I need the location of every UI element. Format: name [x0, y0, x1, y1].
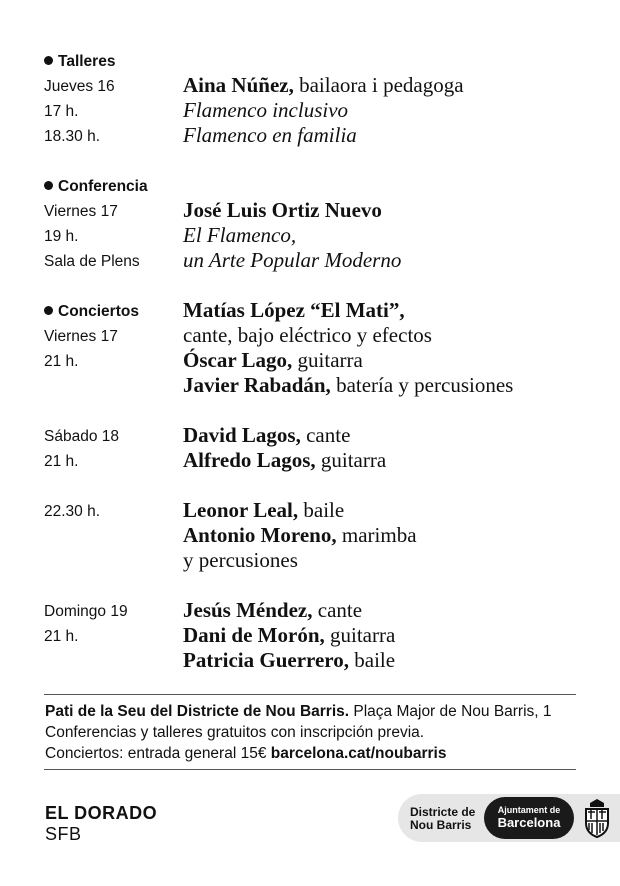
divider-top [44, 694, 576, 695]
talleres-time-2: 18.30 h. [44, 128, 101, 145]
conciertos-saturday-day: Sábado 18 [44, 428, 119, 445]
website-link[interactable]: barcelona.cat/noubarris [270, 745, 447, 762]
conciertos-friday-day: Viernes 17 [44, 328, 118, 345]
conferencia-time: 19 h. [44, 228, 79, 245]
conciertos-saturday-time-2: 22.30 h. [44, 503, 101, 520]
conciertos-heading: Conciertos [44, 303, 139, 321]
talleres-artist: Aina Núñez, bailaora i pedagoga [183, 73, 464, 97]
bullet-icon [44, 181, 53, 190]
talleres-title-1: Flamenco inclusivo [183, 98, 349, 122]
footer-line-3: Conciertos: entrada general 15€ barcelona.cat/noubarris [45, 745, 447, 762]
talleres-time-1: 17 h. [44, 103, 79, 120]
sunday-artist-3: Patricia Guerrero, baile [183, 648, 396, 672]
footer-venue: Pati de la Seu del Districte de Nou Barris. Plaça Major de Nou Barris, 1 [45, 703, 552, 720]
brand-sub: SFB [45, 824, 82, 844]
friday-artist-1-name: Matías López “El Mati”, [183, 298, 405, 322]
divider-bottom [44, 769, 576, 770]
conferencia-speaker: José Luis Ortiz Nuevo [183, 198, 382, 222]
conferencia-heading: Conferencia [44, 178, 148, 196]
conciertos-sunday-time: 21 h. [44, 628, 79, 645]
conciertos-friday-time: 21 h. [44, 353, 79, 370]
talleres-title-2: Flamenco en familia [183, 123, 357, 147]
barcelona-shield-icon [578, 797, 616, 839]
saturday-artist-1: David Lagos, cante [183, 423, 351, 447]
footer-line-2: Conferencias y talleres gratuitos con inscripción previa. [45, 724, 425, 741]
bullet-icon [44, 306, 53, 315]
conciertos-saturday-time: 21 h. [44, 453, 79, 470]
district-logo: Districte de Nou Barris [410, 805, 476, 832]
ajuntament-logo: Ajuntament de Barcelona [484, 797, 574, 839]
conferencia-title-2: un Arte Popular Moderno [183, 248, 402, 272]
saturday-artist-4-role-2: y percusiones [183, 548, 298, 572]
saturday-artist-2: Alfredo Lagos, guitarra [183, 448, 387, 472]
conferencia-place: Sala de Plens [44, 253, 140, 270]
sunday-artist-1: Jesús Méndez, cante [183, 598, 363, 622]
saturday-artist-3: Leonor Leal, baile [183, 498, 345, 522]
conferencia-day: Viernes 17 [44, 203, 118, 220]
talleres-heading: Talleres [44, 53, 115, 71]
brand-name: EL DORADO [45, 803, 158, 823]
bullet-icon [44, 56, 53, 65]
saturday-artist-4: Antonio Moreno, marimba [183, 523, 417, 547]
conciertos-sunday-day: Domingo 19 [44, 603, 128, 620]
conferencia-title-1: El Flamenco, [183, 223, 297, 247]
sunday-artist-2: Dani de Morón, guitarra [183, 623, 396, 647]
talleres-day: Jueves 16 [44, 78, 115, 95]
friday-artist-3: Javier Rabadán, batería y percusiones [183, 373, 514, 397]
friday-artist-2: Óscar Lago, guitarra [183, 348, 363, 372]
friday-artist-1-role: cante, bajo eléctrico y efectos [183, 323, 432, 347]
